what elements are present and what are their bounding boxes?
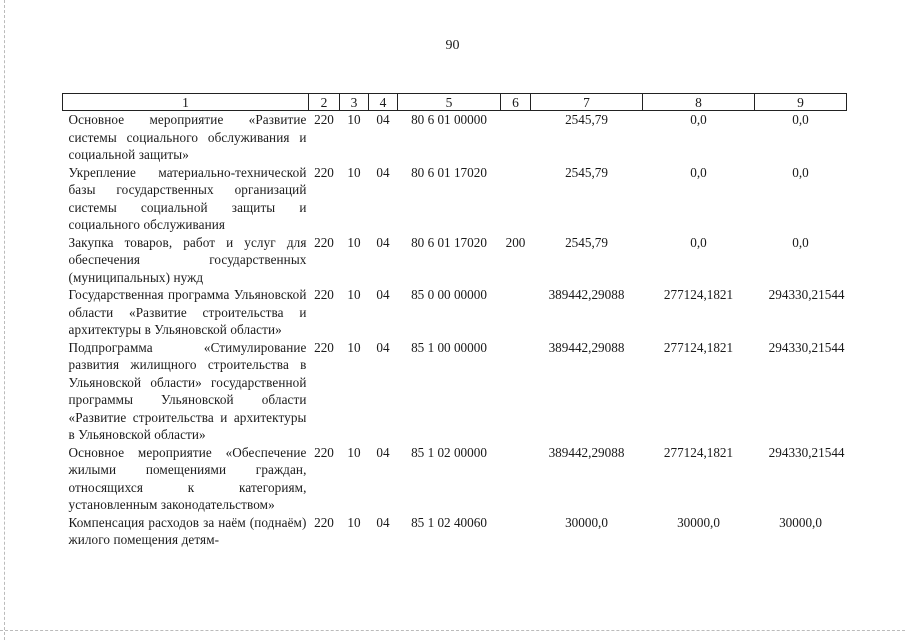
cell-subsection: 04 [376,444,390,460]
column-header: 3 [340,94,369,111]
cell-amount-year2: 277124,1821 [663,339,734,355]
cell-subsection: 04 [376,234,390,250]
cell-amount-year3: 0,0 [792,112,809,127]
column-header: 2 [309,94,340,111]
cell-section: 10 [347,514,361,530]
cell-expense-type [501,286,531,339]
cell-amount-year2: 0,0 [690,234,707,250]
cell-amount-year1: 389442,29088 [548,444,625,460]
cell-expense-type [501,111,531,164]
row-name: Подпрограмма «Стимулирование развития жилищного строительства в Ульяновской области» государственной программы Ульяновской области «Развитие строительства и архитектуры в Ульяновской области» [68,339,307,442]
cell-subsection: 04 [376,339,390,355]
table-row [63,514,847,549]
cell-amount-year3: 0,0 [792,164,809,180]
cell-expense-type [501,444,531,514]
cell-amount-year2: 277124,1821 [663,287,734,302]
cell-target-article: 85 1 02 00000 [411,444,487,460]
cell-expense-type [501,339,531,444]
cell-ministry: 220 [314,164,334,180]
row-name: Основное мероприятие «Обеспечение жилыми помещениями граждан, относящихся к категориям, установленным законодательством» [68,444,307,512]
cell-ministry: 220 [314,112,334,127]
cell-target-article: 85 0 00 00000 [411,287,487,302]
cell-amount-year1: 30000,0 [565,514,608,530]
cell-target-article: 80 6 01 00000 [411,112,487,127]
column-header: 4 [369,94,398,111]
row-name: Укрепление материально-технической базы государственных организаций системы социальной защиты и социального обслуживания [68,164,307,232]
cell-ministry: 220 [314,287,334,302]
column-header: 1 [63,94,309,111]
row-name: Закупка товаров, работ и услуг для обеспечения государственных (муниципальных) нужд [68,234,307,285]
cell-section: 10 [347,444,361,460]
column-header: 5 [398,94,501,111]
cell-subsection: 04 [376,164,390,180]
cell-amount-year2: 277124,1821 [663,444,734,460]
cell-amount-year3: 294330,21544 [768,339,845,355]
cell-ministry: 220 [314,339,334,355]
cell-target-article: 80 6 01 17020 [411,164,487,180]
cell-amount-year1: 2545,79 [565,234,608,250]
budget-table [62,93,847,549]
cell-amount-year2: 0,0 [690,112,707,127]
cell-section: 10 [347,287,361,302]
cell-amount-year1: 2545,79 [565,164,608,180]
table-row [63,444,847,514]
cell-target-article: 80 6 01 17020 [411,234,487,250]
cell-amount-year2: 30000,0 [677,514,720,530]
row-name: Государственная программа Ульяновской области «Развитие строительства и архитектуры в Ульяновской области» [68,287,307,337]
table-row [63,286,847,339]
cell-ministry: 220 [314,234,334,250]
column-header: 7 [531,94,643,111]
cell-section: 10 [347,234,361,250]
table-row [63,339,847,444]
cell-amount-year3: 294330,21544 [768,287,845,302]
cell-amount-year2: 0,0 [690,164,707,180]
table-row [63,234,847,287]
column-header: 8 [643,94,755,111]
cell-amount-year3: 30000,0 [779,514,822,530]
cell-amount-year1: 389442,29088 [548,287,625,302]
cell-amount-year3: 0,0 [792,234,809,250]
table-row [63,164,847,234]
cell-section: 10 [347,112,361,127]
row-name: Основное мероприятие «Развитие системы социального обслуживания и социальной защиты» [68,112,307,162]
cell-subsection: 04 [376,514,390,530]
cell-ministry: 220 [314,514,334,530]
scan-edge-left [4,0,5,640]
table-header-row [63,94,847,111]
column-header: 9 [755,94,847,111]
column-header: 6 [501,94,531,111]
cell-section: 10 [347,339,361,355]
cell-amount-year1: 2545,79 [565,112,608,127]
cell-expense-type [501,514,531,549]
cell-subsection: 04 [376,287,390,302]
table-row [63,111,847,164]
cell-expense-type [501,164,531,234]
cell-subsection: 04 [376,112,390,127]
cell-target-article: 85 1 00 00000 [411,339,487,355]
scan-edge-bottom [0,630,905,631]
cell-amount-year3: 294330,21544 [768,444,845,460]
cell-amount-year1: 389442,29088 [548,339,625,355]
page-number: 90 [445,38,460,53]
row-name: Компенсация расходов за наём (поднаём) жилого помещения детям- [68,514,307,547]
cell-section: 10 [347,164,361,180]
cell-ministry: 220 [314,444,334,460]
cell-target-article: 85 1 02 40060 [411,514,487,530]
cell-expense-type: 200 [505,234,526,250]
